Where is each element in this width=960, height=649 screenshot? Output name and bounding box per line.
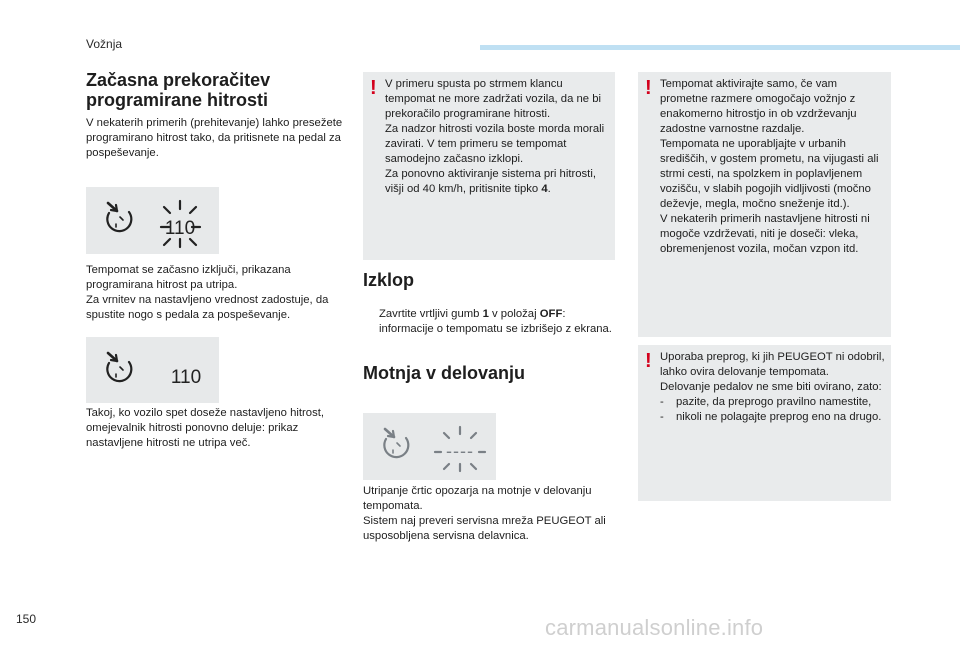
warning-text-usage: Tempomat aktivirajte samo, če vam prometne razmere omogočajo vožnjo z enakomerno hitrostjo in ob vzdrževanju zadostne varnostne razdalje. Tempomata ne uporabljajte v urbanih središčih, v gostem prometu, na vijugasti ali strmi cesti, na spolzkem in poplavljenem vozišču, v slabih pogojih vidljivosti (močno deževje, megla, močno sneženje itd.). V nekaterih primerih nastavljene hitrosti ni mogoče vzdrževati, niti je doseči: vleka, obremenjenost vozila, močan vzpon itd. xyxy=(660,78,879,255)
section-header-bar xyxy=(480,45,960,50)
paragraph-override-flashing: Tempomat se začasno izključi, prikazana programirana hitrost pa utripa. Za vrnitev na nastavljeno vrednost zadostuje, da spustite nogo s pedala za pospeševanje. xyxy=(86,264,329,321)
heading-temporary-override: Začasna prekoračitev programirane hitrosti xyxy=(86,70,271,110)
warning-box-usage xyxy=(638,72,891,337)
list-item-switch-off xyxy=(363,307,613,337)
warning-box-descent xyxy=(363,72,615,260)
display-illustration-flashing-speed xyxy=(86,187,219,254)
warning-content-mats xyxy=(660,350,885,425)
warning-text-descent: V primeru spusta po strmem klancu tempomat ne more zadržati vozila, da ne bi prekoračilo programirane hitrosti. Za nadzor hitrosti vozila boste morda morali zavirati. V tem primeru se tempomat samodejno začasno izklopi. Za ponovno aktiviranje sistema pri hitrosti, višji od 40 km/h, pritisnite tipko 4. xyxy=(385,78,605,195)
page-number: 150 xyxy=(16,612,37,626)
cruise-fault-icon xyxy=(363,413,496,480)
paragraph-override-resume: Takoj, ko vozilo spet doseže nastavljeno hitrost, omejevalnik hitrosti ponovno deluje: prikaz nastavljene hitrosti ne utripa več. xyxy=(86,407,324,449)
cruise-steady-icon xyxy=(86,337,219,403)
warning-icon: ! xyxy=(645,77,652,99)
list-item: - nikoli ne polagajte preprog eno na drugo. xyxy=(660,411,882,423)
display-dashes: ---- xyxy=(446,441,474,461)
watermark: carmanualsonline.info xyxy=(545,615,764,640)
section-header-label: Vožnja xyxy=(86,37,123,51)
warning-icon: ! xyxy=(645,350,652,372)
heading-malfunction: Motnja v delovanju xyxy=(363,363,526,383)
switch-off-instruction: Zavrtite vrtljivi gumb 1 v položaj OFF: informacije o tempomatu se izbrišejo z ekrana. xyxy=(379,308,612,335)
paragraph-override-intro: V nekaterih primerih (prehitevanje) lahko presežete programirano hitrost tako, da pritisnete na pedal za pospeševanje. xyxy=(86,117,343,159)
display-speed-value: 110 xyxy=(164,218,196,239)
paragraph-malfunction: Utripanje črtic opozarja na motnje v delovanju tempomata. Sistem naj preveri servisna mreža PEUGEOT ali usposobljena servisna delavnica. xyxy=(363,485,606,542)
warning-text-mats: Uporaba preprog, ki jih PEUGEOT ni odobril, lahko ovira delovanje tempomata. Delovanje pedalov ne sme biti ovirano, zato: xyxy=(660,351,885,393)
list-item: - pazite, da preprogo pravilno namestite, xyxy=(660,396,872,408)
heading-switch-off: Izklop xyxy=(363,270,415,290)
warning-box-mats xyxy=(638,345,891,501)
warning-icon: ! xyxy=(370,77,377,99)
display-illustration-steady-speed xyxy=(86,337,219,403)
display-speed-value: 110 xyxy=(170,367,202,388)
bullet-marker xyxy=(363,307,379,337)
cruise-flashing-icon xyxy=(86,187,219,254)
display-illustration-malfunction xyxy=(363,413,496,480)
mats-list xyxy=(660,395,885,425)
